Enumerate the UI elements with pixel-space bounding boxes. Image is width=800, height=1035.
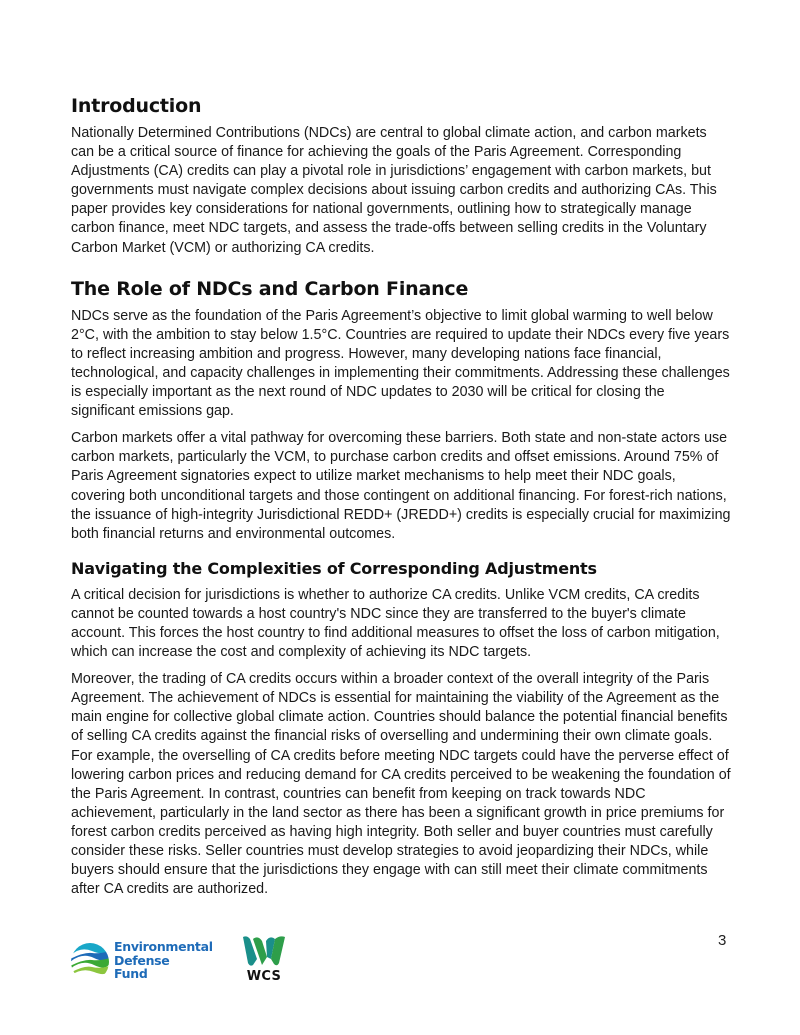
role-paragraph-1: NDCs serve as the foundation of the Paris Agreement’s objective to limit global warming to well below 2°C, with the ambition to stay below 1.5°C. Countries are required to update their NDCs every five years to reflect increasing ambition and progress. However, many developing nations face financial, technological, and capacity challenges in implementing their commitments. Addressing these challenges is especially important as the next round of NDC updates to 2030 will be critical for closing the significant emissions gap. [71,307,730,420]
ca-paragraph-2: Moreover, the trading of CA credits occurs within a broader context of the overall integrity of the Paris Agreement. The achievement of NDCs is essential for maintaining the viability of the Agreement as the main engine for collective global climate action. Countries should balance the potential financial benefits of selling CA credits against the financial risks of overselling and undermining their own climate goals. For example, the overselling of CA credits before meeting NDC targets could have the perverse effect of lowering carbon prices and reducing demand for CA credits perceived to be weakening the foundation of the Paris Agreement. In contrast, countries can benefit from keeping on track towards NDC achievement, particularly in the land sector as there has been a significant growth in price premiums for forest carbon credits perceived as having high integrity. Both seller and buyer countries must carefully consider these risks. Seller countries must develop strategies to avoid jeopardizing their NDCs, while buyers should ensure that the jurisdictions they engage with can still meet their climate commitments after CA credits are authorized. [71,671,731,898]
ca-heading: Navigating the Complexities of Corresponding Adjustments [71,558,597,578]
page-number: 3 [718,932,727,949]
ca-paragraph-1: A critical decision for jurisdictions is whether to authorize CA credits. Unlike VCM credits, CA credits cannot be counted towards a host country's NDC since they are transferred to the buyer's climate account. This forces the host country to find additional measures to offset the loss of carbon mitigation, which can increase the cost and complexity of achieving its NDC targets. [71,586,720,661]
document-body [71,94,731,899]
edf-line-1: Environmental [114,939,213,954]
edf-line-3: Fund [114,966,148,981]
edf-logo-text [114,940,214,981]
edf-logo [70,939,213,984]
role-paragraph-2: Carbon markets offer a vital pathway for overcoming these barriers. Both state and non-state actors use carbon markets, particularly the VCM, to purchase carbon credits and offset emissions. Around 75% of Paris Agreement signatories expect to utilize market mechanisms to help meet their NDC goals, covering both unconditional targets and those contingent on additional financing. For forest-rich nations, the issuance of high-integrity Jurisdictional REDD+ (JREDD+) credits is especially crucial for maximizing both financial returns and environmental outcomes. [71,430,731,542]
edf-wave-logo-icon [70,942,110,982]
intro-heading: Introduction [71,95,202,117]
edf-line-2: Defense [114,952,170,968]
wcs-logo [241,935,291,985]
wcs-logo-text: WCS [246,969,282,984]
role-heading: The Role of NDCs and Carbon Finance [71,277,469,300]
intro-paragraph: Nationally Determined Contributions (NDCs) are central to global climate action, and carbon markets can be a critical source of finance for achieving the goals of the Paris Agreement. Corresponding Adjustments (CA) credits can play a pivotal role in jurisdictions’ engagement with carbon markets, but governments must navigate complex decisions about issuing carbon credits and authorizing CAs. This paper provides key considerations for national governments, outlining how to strategically manage carbon finance, meet NDC targets, and assess the trade-offs between selling credits in the Voluntary Carbon Market (VCM) or authorizing CA credits. [71,125,717,256]
wcs-w-logo-icon [241,935,287,969]
